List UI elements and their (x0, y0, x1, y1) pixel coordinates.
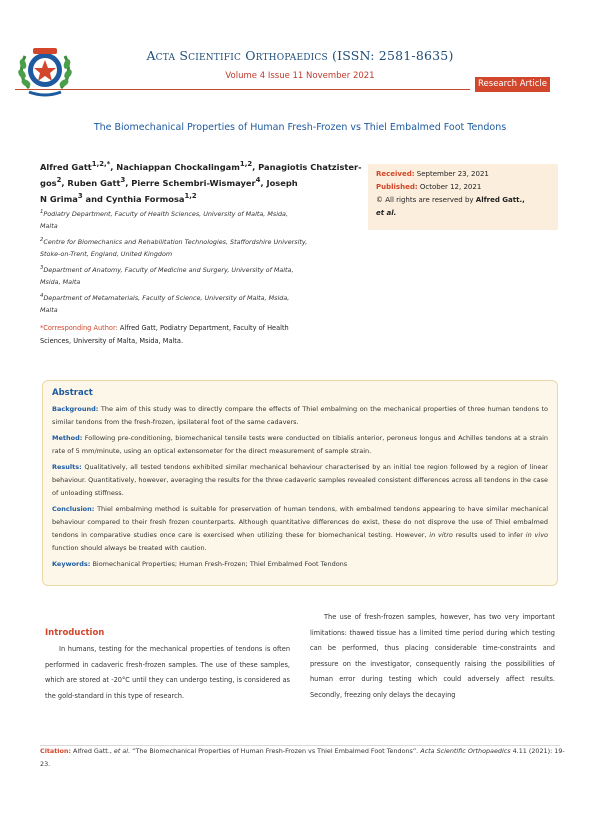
author-name[interactable]: and Cynthia Formosa (82, 193, 185, 204)
article-type-badge: Research Article (475, 77, 550, 92)
body-column-left: In humans, testing for the mechanical properties of tendons is often performed in cadaveric fresh-frozen samples. The use of these samples, which are stored at -20°C until they can undergo testing, is considered as the gold-standard in this type of research. (45, 645, 290, 700)
corresponding-author: *Corresponding Author: Alfred Gatt, Podiatry Department, Faculty of Health Sciences, University of Malta, Msida, Malta. (40, 324, 289, 345)
author-name[interactable]: , Joseph (260, 177, 298, 188)
journal-name[interactable]: Acta Scientific Orthopaedics (ISSN: 2581-8635) (146, 48, 454, 63)
introduction-heading: Introduction (45, 628, 105, 638)
article-title: The Biomechanical Properties of Human Fresh-Frozen vs Thiel Embalmed Foot Tendons (93, 122, 507, 133)
abstract-method: Method: Following pre-conditioning, biomechanical tensile tests were conducted on tibialis anterior, peroneus longus and Achilles tendons at a strain rate of 5 mm/minute, using an optical extensometer for the direct measurement of sample strain. (52, 434, 548, 455)
header-divider (15, 89, 470, 90)
author-name[interactable]: , Pierre Schembri-Wismayer (125, 177, 256, 188)
abstract-conclusion: Conclusion: Thiel embalming method is suitable for preservation of human tendons, with embalmed tendons appearing to have similar mechanical behaviour compared to their fresh frozen counterparts. Although quantitative differences do exist, these do not disprove the use of Thiel embalmed tendons in comparative studies once care is exercised when utilizing these for biomechanical testing. However, in vitro results used to infer in vivo function should always be treated with caution. (52, 505, 549, 552)
author-name[interactable]: N Grima (40, 193, 78, 204)
author-name[interactable]: Alfred Gatt (40, 161, 92, 172)
affiliation-3: $^3$Department of Anatomy, Faculty of Medicine and Surgery, University of Malta, Msida, Malta (40, 265, 294, 287)
published-date: October 12, 2021 (417, 183, 482, 191)
body-column-right: The use of fresh-frozen samples, however, has two very important limitations: thawed tissue has a limited time period during which testing can be performed, thus placing considerable time-constraints and pressure on the investigator, consequently raising the possibilities of human error during testing which could adversely affect results. Secondly, freezing only delays the decaying (310, 613, 555, 699)
abstract-heading: Abstract (52, 388, 93, 398)
author-name[interactable]: , Panagiotis Chatzister- (252, 161, 362, 172)
abstract-background: Background: The aim of this study was to directly compare the effects of Thiel embalming on the mechanical properties of three human tendons to similar tendons from the fresh-frozen, ipsilateral foot of the same cadavers. (52, 405, 548, 426)
author-name[interactable]: , Ruben Gatt (61, 177, 121, 188)
abstract-keywords: Keywords: Biomechanical Properties; Human Fresh-Frozen; Thiel Embalmed Foot Tendons (52, 560, 348, 568)
received-date: September 23, 2021 (414, 170, 489, 178)
affiliation-1: $^1$Podiatry Department, Faculty of Health Sciences, University of Malta, Msida, Malta (40, 209, 288, 231)
citation-footer: Citation: Alfred Gatt., et al. “The Biomechanical Properties of Human Fresh-Frozen vs Thiel Embalmed Foot Tendons”. Acta Scientific Orthopaedics 4.11 (2021): 19-23. (40, 747, 565, 768)
author-list: Alfred Gatt$^{1,2,*}$, Nachiappan Chockalingam$^{1,2}$, Panagiotis Chatzister- gos$^2$, Ruben Gatt$^3$, Pierre Schembri-Wismayer$^4$, Joseph N Grima$^3$ and Cynthia Formosa$^{1,2}$ (40, 160, 362, 204)
author-name[interactable]: , Nachiappan Chockalingam (110, 161, 240, 172)
affiliation-4: $^4$Department of Metamaterials, Faculty of Science, University of Malta, Msida, Malta (40, 293, 290, 315)
abstract-results: Results: Qualitatively, all tested tendons exhibited similar mechanical behaviour characterised by an initial toe region followed by a region of linear behaviour. Quantitatively, however, averaging the results for the three cadaveric samples revealed consistent differences across all tendons in the case of unloading stiffness. (52, 463, 549, 497)
affiliation-2: $^2$Centre for Biomechanics and Rehabilitation Technologies, Staffordshire University, Stoke-on-Trent, England, United Kingdom (40, 237, 308, 259)
publication-dates-box: Received: September 23, 2021 Published: October 12, 2021 © All rights are reserved by Alfred Gatt., et al. (368, 164, 558, 230)
abstract-box (42, 380, 558, 586)
issue-info: Volume 4 Issue 11 November 2021 (225, 71, 375, 81)
